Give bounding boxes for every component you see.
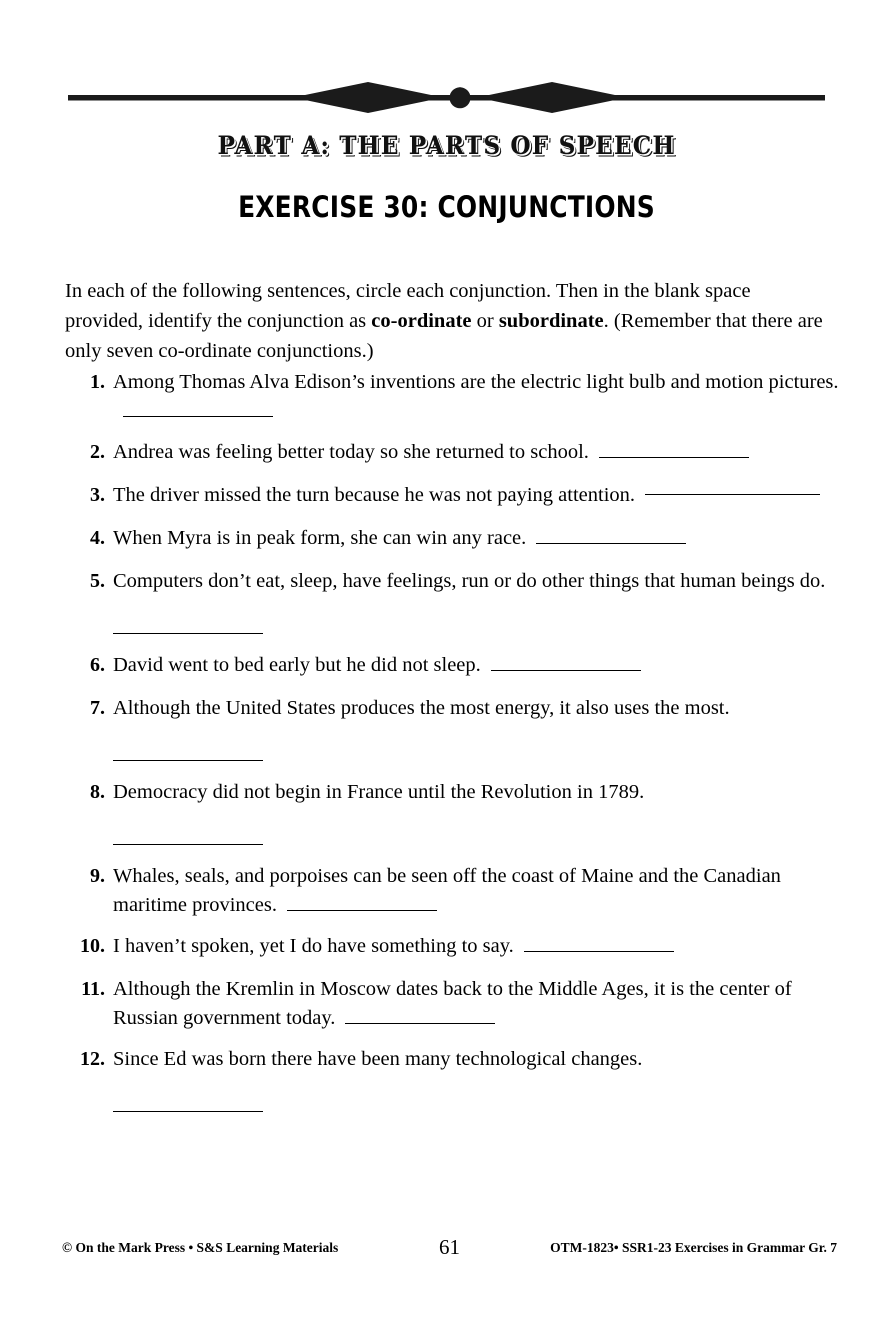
answer-blank-row — [113, 1092, 840, 1121]
question-text: When Myra is in peak form, she can win any race. — [113, 527, 527, 549]
list-item — [65, 778, 840, 854]
question-number: 9. — [90, 865, 105, 887]
list-item — [65, 481, 840, 510]
question-text: The driver missed the turn because he was not paying attention. — [113, 484, 636, 506]
answer-blank-row — [113, 614, 840, 643]
question-text: I haven’t spoken, yet I do have something to say. — [113, 935, 514, 957]
answer-blank-row — [113, 741, 840, 770]
answer-blank[interactable] — [524, 937, 674, 952]
question-body — [113, 694, 840, 770]
question-body — [113, 438, 840, 467]
question-number: 10. — [80, 935, 105, 957]
page-footer — [62, 1235, 837, 1262]
exercise-title: EXERCISE 30: CONJUNCTIONS — [238, 190, 655, 224]
answer-blank[interactable] — [113, 830, 263, 845]
question-number: 1. — [90, 371, 105, 393]
footer-catalog-info: OTM-1823• SSR1-23 Exercises in Grammar Gr. 7 — [550, 1240, 837, 1255]
list-item — [65, 567, 840, 643]
answer-blank[interactable] — [113, 746, 263, 761]
question-body — [113, 862, 840, 920]
question-number: 6. — [90, 654, 105, 676]
question-text: Democracy did not begin in France until the Revolution in 1789. — [113, 781, 645, 803]
question-body — [113, 932, 840, 961]
diamond-rule-ornament — [68, 78, 825, 118]
list-item — [65, 975, 840, 1033]
question-text: David went to bed early but he did not sleep. — [113, 654, 481, 676]
footer-copyright: © On the Mark Press • S&S Learning Materials — [62, 1240, 339, 1255]
instructions-text-1: In each of the following sentences, circle each conjunction. Then in the blank space provided, identify the conjunction as — [65, 279, 751, 332]
question-number: 2. — [90, 441, 105, 463]
question-text: Although the United States produces the most energy, it also uses the most. — [113, 697, 730, 719]
part-title: PART A: THE PARTS OF SPEECH — [217, 131, 676, 160]
question-number: 3. — [90, 484, 105, 506]
instructions-text-2: or — [471, 309, 499, 332]
question-number: 11. — [81, 978, 105, 1000]
question-text: Among Thomas Alva Edison’s inventions are the electric light bulb and motion pictures. — [113, 371, 839, 393]
answer-blank[interactable] — [491, 656, 641, 671]
list-item — [65, 694, 840, 770]
question-text: Computers don’t eat, sleep, have feelings, run or do other things that human beings do. — [113, 570, 826, 592]
question-body — [113, 1045, 840, 1121]
question-text: Since Ed was born there have been many technological changes. — [113, 1048, 643, 1070]
answer-blank[interactable] — [536, 529, 686, 544]
question-body — [113, 368, 840, 426]
question-body — [113, 975, 840, 1033]
question-number: 5. — [90, 570, 105, 592]
list-item — [65, 1045, 840, 1121]
footer-page-number: 61 — [439, 1235, 460, 1259]
answer-blank[interactable] — [113, 1097, 263, 1112]
question-number: 12. — [80, 1048, 105, 1070]
answer-blank[interactable] — [287, 896, 437, 911]
instructions-text-3: . (Remember that there are only seven co-ordinate conjunctions.) — [65, 309, 823, 362]
list-item — [65, 862, 840, 920]
instructions-paragraph — [65, 276, 825, 366]
question-text: Whales, seals, and porpoises can be seen off the coast of Maine and the Canadian maritime provinces. — [113, 865, 781, 916]
question-list — [65, 368, 840, 1123]
answer-blank-row — [113, 825, 840, 854]
answer-blank[interactable] — [599, 443, 749, 458]
instructions-bold-coordinate: co-ordinate — [371, 309, 472, 332]
question-body — [113, 651, 840, 680]
answer-blank[interactable] — [123, 402, 273, 417]
question-body — [113, 481, 840, 510]
question-text: Andrea was feeling better today so she returned to school. — [113, 441, 589, 463]
answer-blank[interactable] — [113, 619, 263, 634]
instructions-bold-subordinate: subordinate — [498, 309, 604, 332]
answer-blank[interactable] — [645, 494, 820, 495]
list-item — [65, 368, 840, 426]
list-item — [65, 932, 840, 961]
question-body — [113, 524, 840, 553]
question-text: Although the Kremlin in Moscow dates back to the Middle Ages, it is the center of Russian government today. — [113, 978, 792, 1029]
question-number: 8. — [90, 781, 105, 803]
list-item — [65, 651, 840, 680]
list-item — [65, 524, 840, 553]
question-body — [113, 567, 840, 643]
question-number: 4. — [90, 527, 105, 549]
question-number: 7. — [90, 697, 105, 719]
list-item — [65, 438, 840, 467]
question-body — [113, 778, 840, 854]
answer-blank[interactable] — [345, 1009, 495, 1024]
